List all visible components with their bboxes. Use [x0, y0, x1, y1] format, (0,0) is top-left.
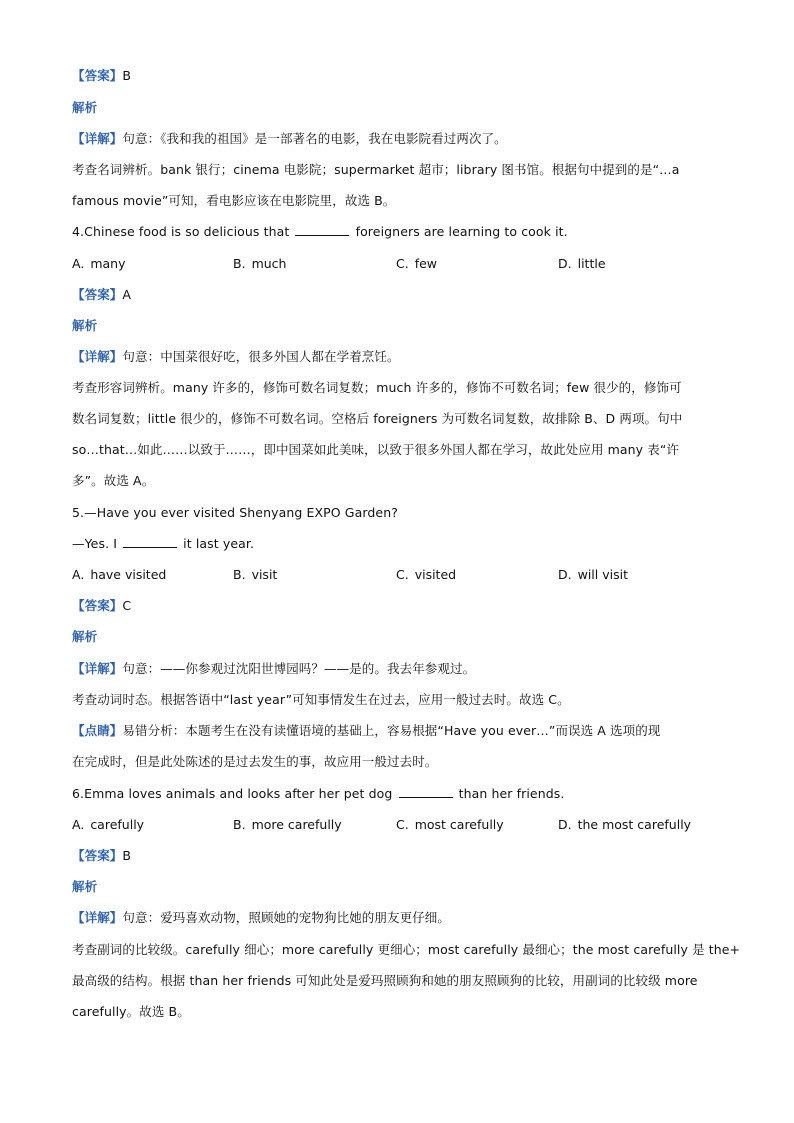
question-text-pre: —Yes. I — [72, 536, 118, 551]
option-letter: D. — [558, 256, 572, 271]
option-d — [558, 254, 606, 274]
explanation-line: 考查名词辨析。bank 银行；cinema 电影院；supermarket 超市；library 图书馆。根据句中提到的是“…a — [72, 162, 680, 177]
detail-tag: 【详解】 — [72, 349, 123, 364]
answer-line — [72, 66, 131, 86]
option-letter: A. — [72, 256, 85, 271]
analysis-tag: 解析 — [72, 879, 98, 894]
answer-blank — [123, 535, 177, 548]
analysis-tag: 解析 — [72, 318, 98, 333]
question-text-pre: 4.Chinese food is so delicious that — [72, 224, 290, 239]
analysis-heading — [72, 316, 97, 336]
explanation-line: 多”。故选 A。 — [72, 473, 155, 488]
detail-tag: 【详解】 — [72, 910, 123, 925]
question-text-post: than her friends. — [458, 786, 565, 801]
question-4 — [72, 222, 568, 242]
explanation-line: 考查动词时态。根据答语中“last year”可知事情发生在过去，应用一般过去时。故选 C。 — [72, 692, 570, 707]
detail-text: 句意：爱玛喜欢动物，照顾她的宠物狗比她的朋友更仔细。 — [122, 910, 451, 925]
answer-value: A — [122, 287, 132, 302]
question-6 — [72, 784, 564, 804]
analysis-heading — [72, 627, 97, 647]
answer-line — [72, 285, 131, 305]
answer-blank — [399, 785, 453, 798]
explanation-line: carefully。故选 B。 — [72, 1004, 190, 1019]
answer-tag: 【答案】 — [72, 598, 123, 613]
detail-line — [72, 659, 475, 679]
answer-line — [72, 596, 131, 616]
option-d — [558, 565, 628, 585]
option-letter: C. — [396, 256, 409, 271]
option-a — [72, 565, 166, 585]
explanation-line: 最高级的结构。根据 than her friends 可知此处是爱玛照顾狗和她的朋友照顾狗的比较，用副词的比较级 more — [72, 973, 698, 988]
answer-line — [72, 846, 131, 866]
detail-line — [72, 129, 507, 149]
option-letter: D. — [558, 567, 572, 582]
analysis-tag: 解析 — [72, 629, 98, 644]
option-letter: C. — [396, 567, 409, 582]
option-text: will visit — [577, 567, 628, 582]
option-b — [233, 815, 342, 835]
option-b — [233, 565, 277, 585]
option-letter: C. — [396, 817, 409, 832]
option-text: more carefully — [251, 817, 342, 832]
detail-tag: 【详解】 — [72, 661, 123, 676]
detail-tag: 【详解】 — [72, 131, 123, 146]
tip-line: 在完成时，但是此处陈述的是过去发生的事，故应用一般过去时。 — [72, 754, 438, 769]
analysis-tag: 解析 — [72, 100, 98, 115]
option-text: have visited — [90, 567, 167, 582]
option-text: visited — [414, 567, 457, 582]
option-c — [396, 815, 504, 835]
answer-tag: 【答案】 — [72, 287, 123, 302]
explanation-line: so…that…如此……以致于……，即中国菜如此美味，以致于很多外国人都在学习，故此处应用 many 表“许 — [72, 442, 680, 457]
question-5: 5.—Have you ever visited Shenyang EXPO Garden? — [72, 505, 398, 520]
option-d — [558, 815, 691, 835]
tip-tag: 【点睛】 — [72, 723, 123, 738]
option-a — [72, 254, 125, 274]
answer-blank — [295, 223, 349, 236]
tip-line — [72, 721, 660, 741]
tip-text: 易错分析：本题考生在没有读懂语境的基础上，容易根据“Have you ever…”而误选 A 选项的现 — [122, 723, 661, 738]
option-text: most carefully — [414, 817, 504, 832]
option-letter: A. — [72, 817, 85, 832]
option-letter: B. — [233, 256, 246, 271]
option-c — [396, 254, 437, 274]
detail-text: 句意：《我和我的祖国》是一部著名的电影，我在电影院看过两次了。 — [122, 131, 507, 146]
detail-line — [72, 347, 400, 367]
option-letter: B. — [233, 567, 246, 582]
question-text-post: foreigners are learning to cook it. — [355, 224, 568, 239]
explanation-line: 考查形容词辨析。many 许多的，修饰可数名词复数；much 许多的，修饰不可数名词；few 很少的，修饰可 — [72, 380, 682, 395]
explanation-line: famous movie”可知，看电影应该在电影院里，故选 B。 — [72, 193, 396, 208]
explanation-line: 数名词复数；little 很少的，修饰不可数名词。空格后 foreigners 为可数名词复数，故排除 B、D 两项。句中 — [72, 411, 683, 426]
question-5-response — [72, 534, 254, 554]
answer-value: B — [122, 848, 132, 863]
option-b — [233, 254, 286, 274]
option-text: little — [577, 256, 606, 271]
detail-text: 句意：——你参观过沈阳世博园吗？——是的。我去年参观过。 — [122, 661, 476, 676]
explanation-line: 考查副词的比较级。carefully 细心；more carefully 更细心；most carefully 最细心；the most carefully 是 the+ — [72, 942, 741, 957]
detail-line — [72, 908, 450, 928]
analysis-heading — [72, 98, 97, 118]
option-letter: B. — [233, 817, 246, 832]
question-text-pre: 6.Emma loves animals and looks after her pet dog — [72, 786, 393, 801]
option-a — [72, 815, 144, 835]
question-text-post: it last year. — [183, 536, 255, 551]
option-c — [396, 565, 456, 585]
option-text: many — [90, 256, 126, 271]
answer-value: B — [122, 68, 132, 83]
answer-value: C — [122, 598, 132, 613]
option-text: visit — [251, 567, 278, 582]
detail-text: 句意：中国菜很好吃，很多外国人都在学着烹饪。 — [122, 349, 400, 364]
option-text: the most carefully — [577, 817, 692, 832]
option-text: much — [251, 256, 287, 271]
option-letter: A. — [72, 567, 85, 582]
answer-tag: 【答案】 — [72, 848, 123, 863]
option-text: few — [414, 256, 438, 271]
answer-tag: 【答案】 — [72, 68, 123, 83]
analysis-heading — [72, 877, 97, 897]
option-letter: D. — [558, 817, 572, 832]
option-text: carefully — [90, 817, 145, 832]
